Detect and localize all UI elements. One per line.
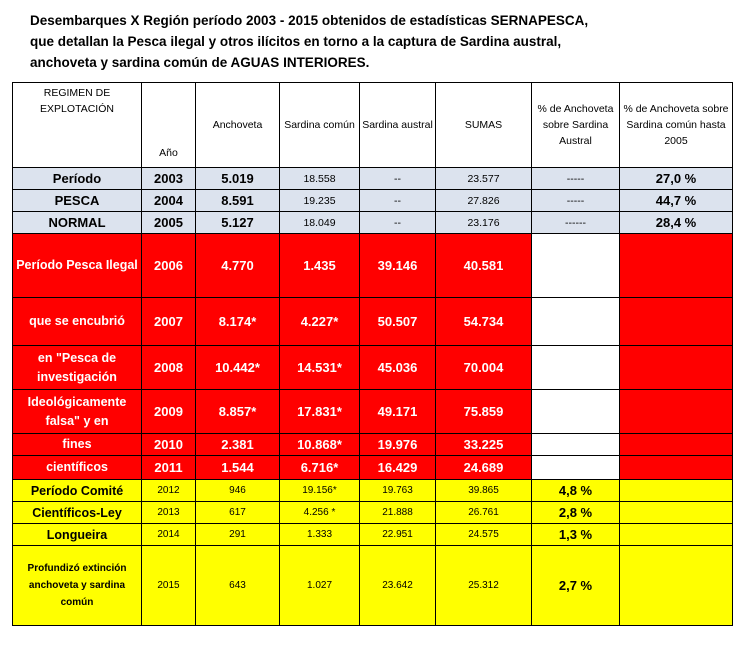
title-line-2: que detallan la Pesca ilegal y otros ilícitos en torno a la captura de Sardina austral, [30,34,562,49]
anchoveta-cell: 291 [196,524,280,546]
pct-comun-cell [620,346,733,390]
year-cell: 2010 [142,434,196,456]
sardina-austral-cell: 22.951 [360,524,436,546]
sumas-cell: 24.575 [436,524,532,546]
sardina-comun-cell: 4.227* [280,298,360,346]
table-row [13,346,733,390]
sardina-comun-cell: 1.435 [280,234,360,298]
sardina-comun-cell: 10.868* [280,434,360,456]
year-cell: 2007 [142,298,196,346]
pct-austral-cell: 18,0 % [532,390,620,434]
year-cell: 2011 [142,456,196,480]
regimen-label: NORMAL [13,212,142,234]
sardina-comun-cell: 19.156* [280,480,360,502]
anchoveta-cell: 10.442* [196,346,280,390]
landings-table [12,82,733,626]
header-pct-austral: % de Anchoveta sobre Sardina Austral [532,83,620,168]
regimen-label: Profundizó extinción anchoveta y sardina común [13,546,142,626]
sardina-austral-cell: 19.976 [360,434,436,456]
sumas-cell: 23.176 [436,212,532,234]
sardina-austral-cell: -- [360,212,436,234]
regimen-label: Longueira [13,524,142,546]
table-row [13,546,733,626]
regimen-label: PESCA [13,190,142,212]
table-row [13,234,733,298]
sardina-austral-cell: 50.507 [360,298,436,346]
regimen-label: Científicos-Ley [13,502,142,524]
sardina-austral-cell: 49.171 [360,390,436,434]
year-cell: 2013 [142,502,196,524]
sumas-cell: 40.581 [436,234,532,298]
sardina-austral-cell: 23.642 [360,546,436,626]
table-row [13,434,733,456]
anchoveta-cell: 1.544 [196,456,280,480]
table-row [13,212,733,234]
year-cell: 2003 [142,168,196,190]
year-cell: 2009 [142,390,196,434]
sumas-cell: 39.865 [436,480,532,502]
pct-comun-cell [620,456,733,480]
regimen-label: Ideológicamente falsa" y en [13,390,142,434]
pct-austral-cell: 1,3 % [532,524,620,546]
regimen-label: científicos [13,456,142,480]
header-sumas: SUMAS [436,83,532,168]
pct-comun-cell: 28,4 % [620,212,733,234]
header-regimen: REGIMEN DE EXPLOTACIÓN [13,83,142,168]
pct-comun-cell [620,524,733,546]
header-pct-comun: % de Anchoveta sobre Sardina común hasta 2005 [620,83,733,168]
sumas-cell: 23.577 [436,168,532,190]
sumas-cell: 27.826 [436,190,532,212]
sardina-comun-cell: 14.531* [280,346,360,390]
table-row [13,168,733,190]
pct-austral-cell: 12,2 % [532,234,620,298]
sardina-austral-cell: 21.888 [360,502,436,524]
header-anio: Año [142,83,196,168]
header-sardina-comun: Sardina común [280,83,360,168]
pct-comun-cell [620,480,733,502]
anchoveta-cell: 5.127 [196,212,280,234]
pct-comun-cell [620,434,733,456]
pct-austral-cell: ----- [532,168,620,190]
pct-comun-cell: 27,0 % [620,168,733,190]
pct-austral-cell: 2,8 % [532,502,620,524]
pct-austral-cell: 9,4 % [532,456,620,480]
table-row [13,524,733,546]
year-cell: 2006 [142,234,196,298]
title-line-1: Desembarques X Región período 2003 - 2015 obtenidos de estadísticas SERNAPESCA, [30,13,589,28]
pct-comun-cell [620,546,733,626]
pct-comun-cell: 44,7 % [620,190,733,212]
sardina-comun-cell: 4.256 * [280,502,360,524]
header-row [13,83,733,168]
anchoveta-cell: 4.770 [196,234,280,298]
table-row [13,390,733,434]
anchoveta-cell: 2.381 [196,434,280,456]
sardina-austral-cell: 39.146 [360,234,436,298]
regimen-label: Período Comité [13,480,142,502]
sardina-austral-cell: 16.429 [360,456,436,480]
sardina-austral-cell: 19.763 [360,480,436,502]
anchoveta-cell: 8.591 [196,190,280,212]
pct-austral-cell: ----- [532,190,620,212]
pct-comun-cell [620,390,733,434]
anchoveta-cell: 5.019 [196,168,280,190]
regimen-label: en "Pesca de investigación [13,346,142,390]
pct-austral-cell: 14,9 % [532,298,620,346]
table-row [13,456,733,480]
sumas-cell: 25.312 [436,546,532,626]
anchoveta-cell: 946 [196,480,280,502]
year-cell: 2012 [142,480,196,502]
year-cell: 2005 [142,212,196,234]
table-row [13,298,733,346]
sardina-austral-cell: -- [360,190,436,212]
pct-austral-cell: 11,9 % [532,434,620,456]
sardina-comun-cell: 6.716* [280,456,360,480]
pct-comun-cell [620,502,733,524]
header-sardina-austral: Sardina austral [360,83,436,168]
table-row [13,502,733,524]
sardina-comun-cell: 19.235 [280,190,360,212]
regimen-label: Período Pesca Ilegal [13,234,142,298]
sumas-cell: 70.004 [436,346,532,390]
document-title [30,10,730,73]
pct-austral-cell: 23,2 % [532,346,620,390]
year-cell: 2015 [142,546,196,626]
pct-comun-cell [620,234,733,298]
year-cell: 2004 [142,190,196,212]
anchoveta-cell: 643 [196,546,280,626]
table-row [13,480,733,502]
sardina-comun-cell: 17.831* [280,390,360,434]
regimen-label: que se encubrió [13,298,142,346]
anchoveta-cell: 8.857* [196,390,280,434]
sardina-austral-cell: 45.036 [360,346,436,390]
sardina-comun-cell: 1.027 [280,546,360,626]
sardina-comun-cell: 1.333 [280,524,360,546]
pct-austral-cell: ------ [532,212,620,234]
sumas-cell: 24.689 [436,456,532,480]
sumas-cell: 75.859 [436,390,532,434]
sardina-comun-cell: 18.558 [280,168,360,190]
sumas-cell: 33.225 [436,434,532,456]
year-cell: 2014 [142,524,196,546]
pct-austral-cell: 2,7 % [532,546,620,626]
pct-comun-cell [620,298,733,346]
sumas-cell: 54.734 [436,298,532,346]
pct-austral-cell: 4,8 % [532,480,620,502]
regimen-label: Período [13,168,142,190]
header-anchoveta: Anchoveta [196,83,280,168]
sumas-cell: 26.761 [436,502,532,524]
title-line-3: anchoveta y sardina común de AGUAS INTERIORES. [30,55,370,70]
table-row [13,190,733,212]
regimen-label: fines [13,434,142,456]
sardina-austral-cell: -- [360,168,436,190]
year-cell: 2008 [142,346,196,390]
sardina-comun-cell: 18.049 [280,212,360,234]
anchoveta-cell: 617 [196,502,280,524]
anchoveta-cell: 8.174* [196,298,280,346]
